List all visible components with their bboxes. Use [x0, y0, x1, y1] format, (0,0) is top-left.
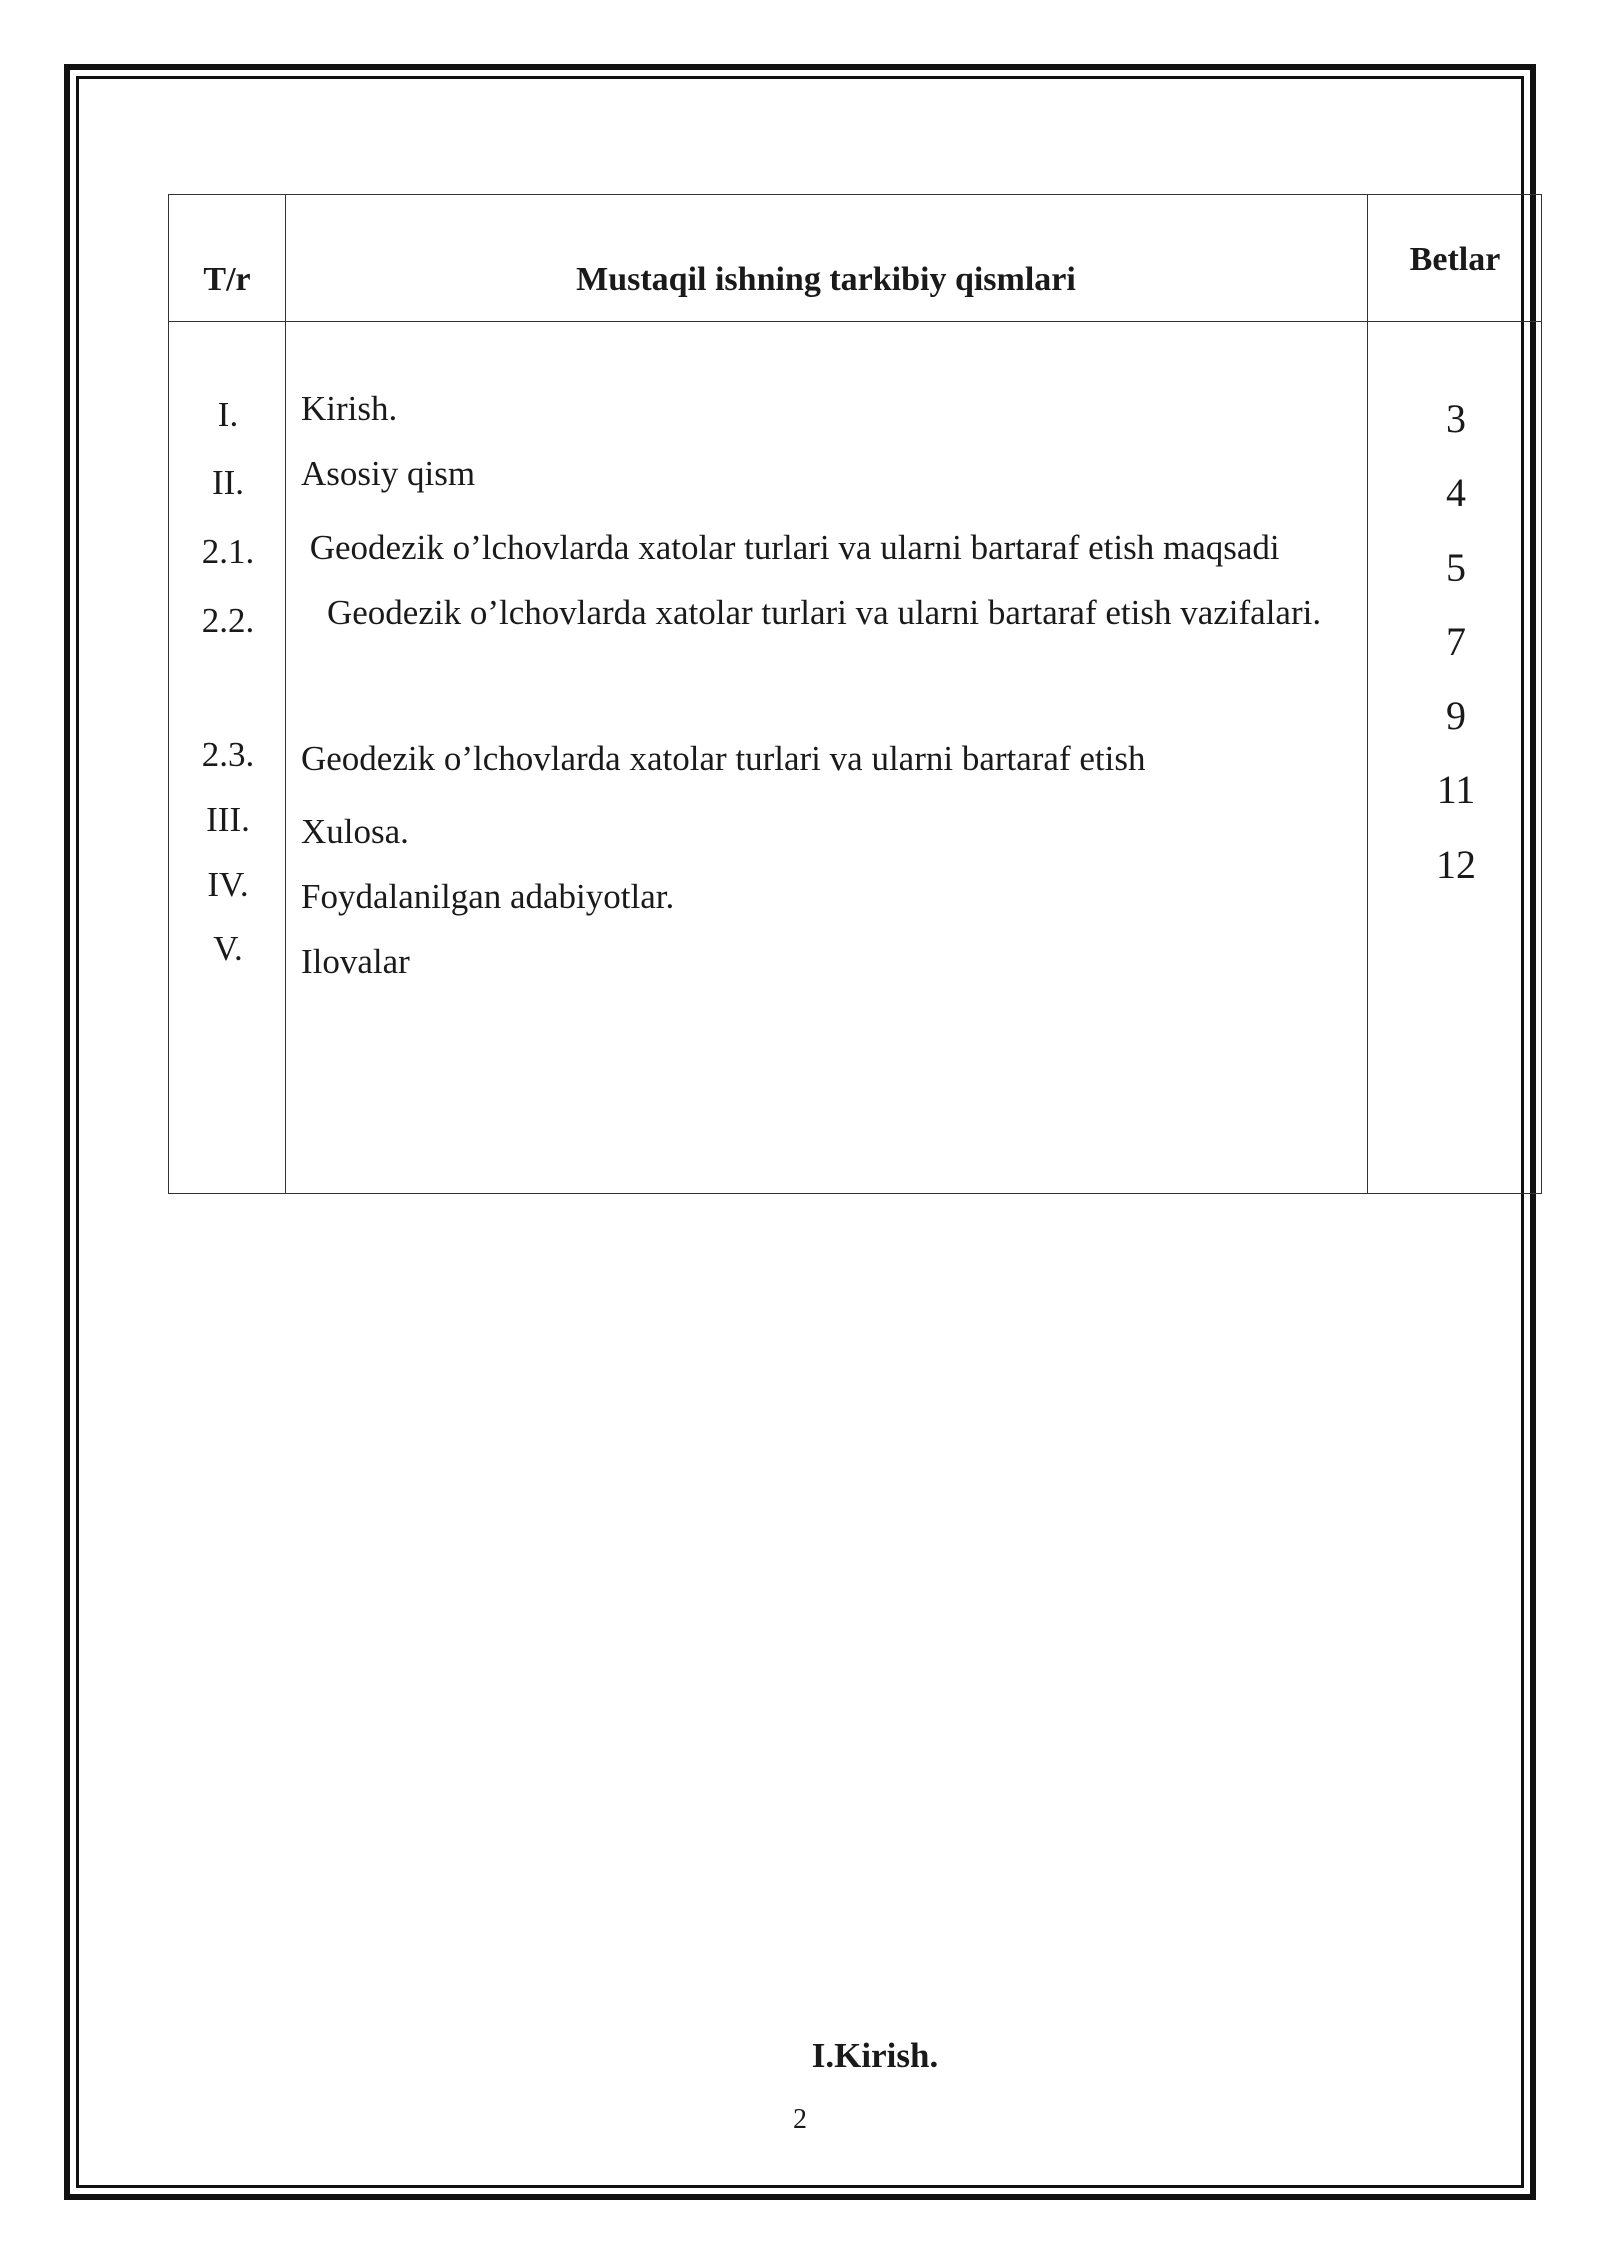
toc-page: 4 [1446, 470, 1466, 515]
header-title: Mustaqil ishning tarkibiy qismlari [576, 261, 1076, 298]
toc-page: 5 [1446, 545, 1466, 590]
table-of-contents [168, 194, 1542, 1194]
header-pages: Betlar [1409, 241, 1501, 278]
toc-title: Xulosa. [301, 812, 409, 851]
toc-title: Geodezik o’lchovlarda xatolar turlari va ularni bartaraf etish [301, 739, 1146, 778]
toc-page: 9 [1446, 693, 1466, 738]
header-number: T/r [203, 261, 251, 298]
toc-page: 11 [1436, 767, 1476, 812]
toc-number: III. [206, 800, 250, 839]
toc-page: 7 [1446, 619, 1466, 664]
toc-page: 3 [1446, 396, 1466, 441]
column-divider [285, 195, 286, 1193]
toc-title: Asosiy qism [301, 454, 476, 493]
toc-title: Geodezik o’lchovlarda xatolar turlari va ularni bartaraf etish vazifalari. [327, 593, 1322, 632]
toc-number: II. [211, 463, 245, 502]
toc-title: Geodezik o’lchovlarda xatolar turlari va ularni bartaraf etish maqsadi [301, 528, 1280, 567]
toc-number: 2.3. [201, 735, 255, 774]
toc-title: Ilovalar [301, 942, 410, 981]
toc-number: 2.1. [201, 532, 255, 571]
toc-page: 12 [1436, 842, 1476, 887]
column-divider [1367, 195, 1368, 1193]
toc-number: IV. [207, 865, 249, 904]
page-number: 2 [793, 2104, 807, 2135]
section-heading: I.Kirish. [811, 2036, 939, 2075]
toc-title: Foydalanilgan adabiyotlar. [301, 877, 675, 916]
toc-title: Kirish. [301, 389, 398, 428]
toc-number: 2.2. [201, 601, 255, 640]
header-divider [169, 321, 1541, 322]
toc-number: I. [217, 395, 239, 434]
toc-number: V. [213, 929, 243, 968]
